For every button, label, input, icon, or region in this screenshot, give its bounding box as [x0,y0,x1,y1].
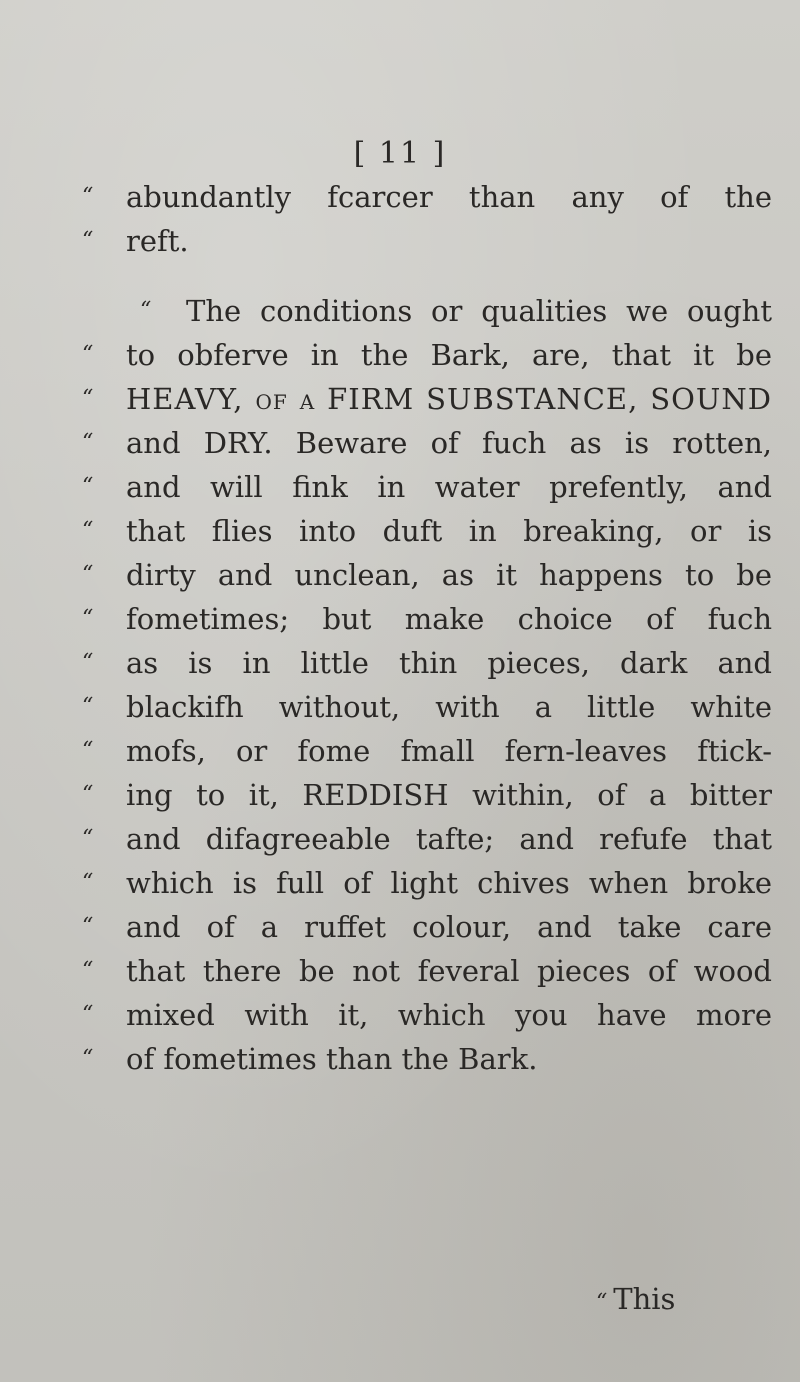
quote-mark: “ [82,184,94,209]
page-number: [ 11 ] [353,136,447,171]
text-line [82,773,772,817]
catchword-text: This [613,1282,676,1316]
line-text: that flies into duft in breaking, or is [126,514,772,548]
text-line [82,861,772,905]
text-line [82,377,772,421]
quote-mark: “ [82,914,94,939]
text-line [82,1037,772,1081]
quote-mark: “ [82,562,94,587]
text-line [82,509,772,553]
text-line [82,729,772,773]
text-line [82,949,772,993]
text-line [82,175,772,219]
line-text: HEAVY, of a FIRM SUBSTANCE, SOUND [126,382,772,416]
line-text: reft. [126,224,189,258]
quote-mark: “ [82,826,94,851]
line-text: and DRY. Beware of fuch as is rotten, [126,426,772,460]
text-line [82,641,772,685]
line-text: which is full of light chives when broke [126,866,772,900]
line-text: as is in little thin pieces, dark and [126,646,772,680]
line-text: and difagreeable tafte; and refufe that [126,822,772,856]
text-line [82,817,772,861]
line-text: abundantly fcarcer than any of the [126,180,772,214]
line-text: that there be not feveral pieces of wood [126,954,772,988]
quote-mark: “ [596,1290,608,1315]
paragraph-first-line [82,289,772,333]
quote-mark: “ [82,430,94,455]
quote-mark: “ [82,518,94,543]
text-line [82,597,772,641]
quote-mark: “ [82,1002,94,1027]
quote-mark: “ [82,870,94,895]
text-line [82,685,772,729]
quote-mark: “ [140,298,152,323]
quote-mark: “ [82,1046,94,1071]
line-text: to obferve in the Bark, are, that it be [126,338,772,372]
line-text: ing to it, REDDISH within, of a bitter [126,778,772,812]
text-line [82,333,772,377]
quote-mark: “ [82,228,94,253]
line-text: mofs, or fome fmall fern-leaves ftick- [126,734,772,768]
quote-mark: “ [82,386,94,411]
line-text: blackifh without, with a little white [126,690,772,724]
body-text [82,175,772,1081]
line-text: The conditions or qualities we ought [186,294,772,328]
line-text: mixed with it, which you have more [126,998,772,1032]
text-line [82,421,772,465]
line-text: and will fink in water prefently, and [126,470,772,504]
text-line [82,219,772,263]
quote-mark: “ [82,342,94,367]
quote-mark: “ [82,474,94,499]
quote-mark: “ [82,958,94,983]
line-text: and of a ruffet colour, and take care [126,910,772,944]
line-text: fometimes; but make choice of fuch [126,602,772,636]
quote-mark: “ [82,782,94,807]
line-text: of fometimes than the Bark. [126,1042,538,1076]
line-text: dirty and unclean, as it happens to be [126,558,772,592]
text-line [82,465,772,509]
quote-mark: “ [82,694,94,719]
quote-mark: “ [82,606,94,631]
text-line [82,905,772,949]
catchword [596,1282,675,1316]
quote-mark: “ [82,738,94,763]
text-line [82,993,772,1037]
text-line [82,553,772,597]
quote-mark: “ [82,650,94,675]
